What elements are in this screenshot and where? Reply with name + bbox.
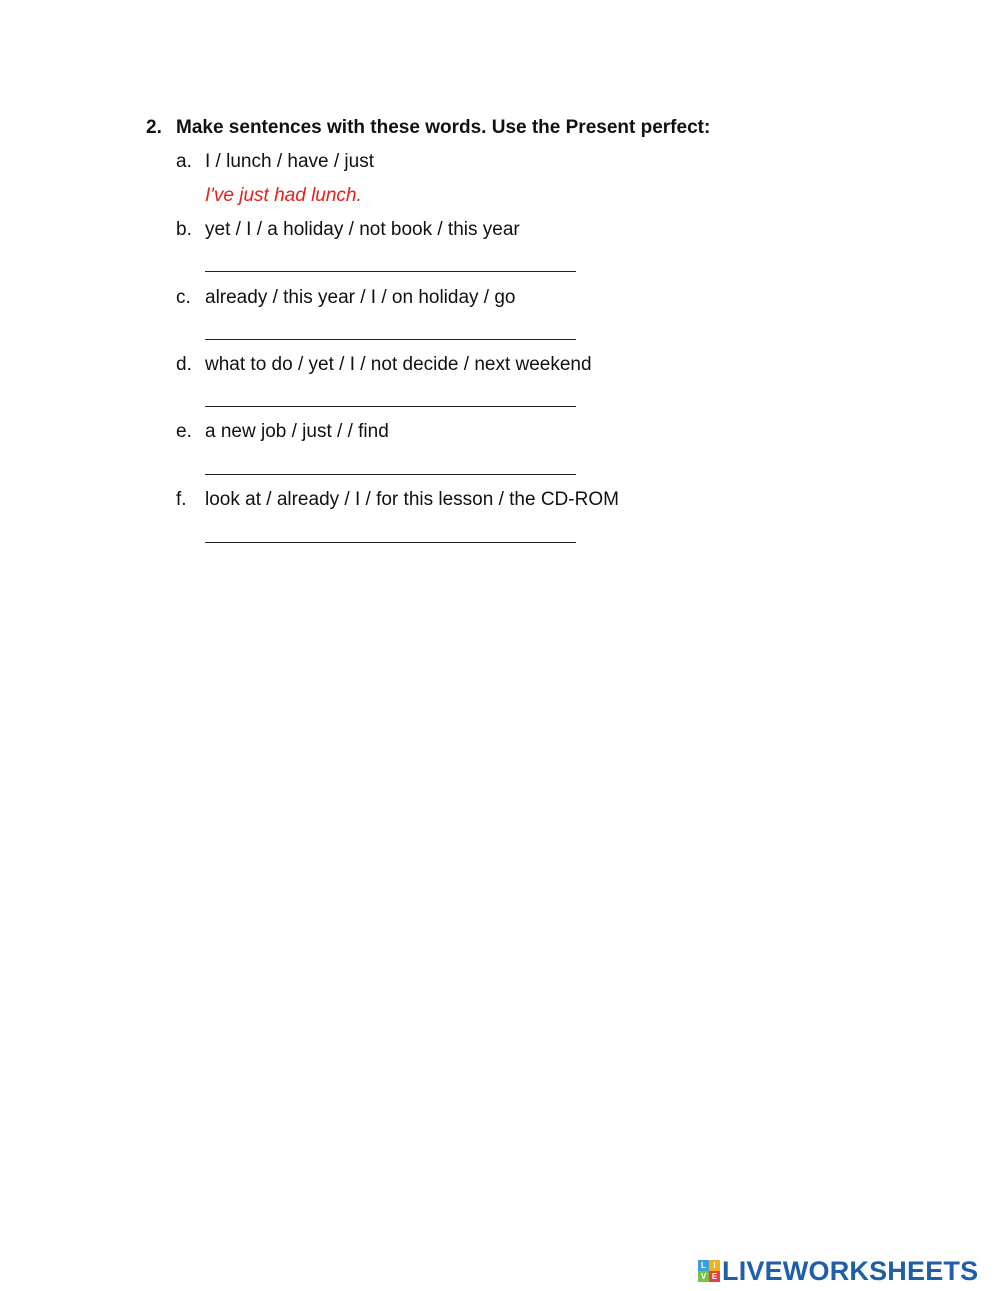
item-c xyxy=(176,287,516,309)
item-letter: e. xyxy=(176,421,192,442)
question-instruction: Make sentences with these words. Use the Present perfect: xyxy=(176,117,711,138)
answer-field-b[interactable] xyxy=(205,271,576,272)
answer-field-d[interactable] xyxy=(205,406,576,407)
item-f xyxy=(176,489,619,511)
item-letter: a. xyxy=(176,151,192,172)
answer-field-f[interactable] xyxy=(205,542,576,543)
item-d xyxy=(176,354,592,376)
item-letter: c. xyxy=(176,287,191,308)
item-prompt: a new job / just / / find xyxy=(205,421,389,442)
answer-field-e[interactable] xyxy=(205,474,576,475)
item-e xyxy=(176,421,389,443)
liveworksheets-brand xyxy=(698,1255,978,1287)
item-a xyxy=(176,151,374,173)
logo-letter: L xyxy=(698,1260,709,1271)
question-heading xyxy=(146,117,710,139)
example-answer: I've just had lunch. xyxy=(205,185,362,206)
item-prompt: look at / already / I / for this lesson / the CD-ROM xyxy=(205,489,619,510)
brand-name: LIVEWORKSHEETS xyxy=(722,1255,979,1286)
item-prompt: already / this year / I / on holiday / go xyxy=(205,287,516,308)
logo-letter: V xyxy=(698,1271,709,1282)
logo-letter: E xyxy=(709,1271,720,1282)
item-letter: b. xyxy=(176,219,192,240)
question-number: 2. xyxy=(146,117,162,138)
item-letter: d. xyxy=(176,354,192,375)
item-letter: f. xyxy=(176,489,187,510)
liveworksheets-logo-icon xyxy=(698,1260,720,1282)
answer-field-c[interactable] xyxy=(205,339,576,340)
item-prompt: yet / I / a holiday / not book / this year xyxy=(205,219,520,240)
item-prompt: what to do / yet / I / not decide / next weekend xyxy=(205,354,592,375)
item-prompt: I / lunch / have / just xyxy=(205,151,374,172)
item-b xyxy=(176,219,520,241)
logo-letter: I xyxy=(709,1260,720,1271)
